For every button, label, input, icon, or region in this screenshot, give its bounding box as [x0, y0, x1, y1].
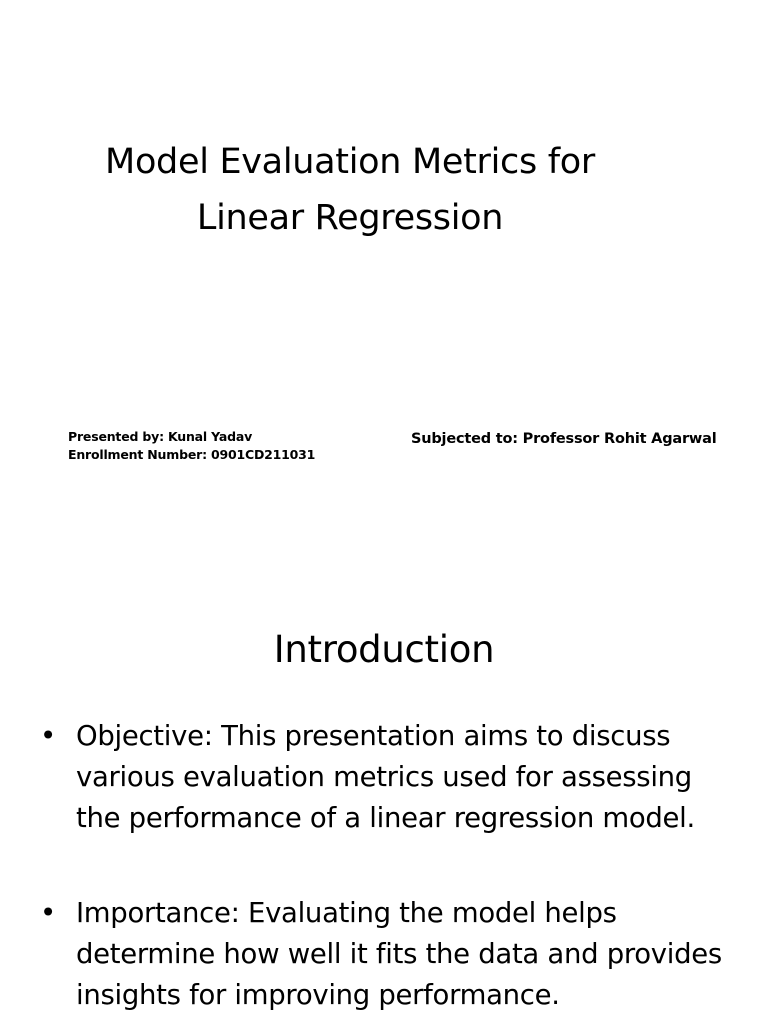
- introduction-heading: Introduction: [273, 628, 495, 671]
- title-line-2: Linear Regression: [196, 198, 504, 238]
- bullet-dot-icon: •: [40, 720, 56, 752]
- bullet-objective: [40, 716, 740, 839]
- presenter-info: [68, 428, 315, 464]
- bullet-text: Objective: This presentation aims to discuss various evaluation metrics used for assessing the performance of a linear regression model.: [76, 720, 695, 834]
- slide-title: [40, 134, 660, 246]
- bullet-importance: [40, 893, 740, 1016]
- bullet-dot-icon: •: [40, 897, 56, 929]
- bullet-text: Importance: Evaluating the model helps determine how well it fits the data and provides insights for improving performance.: [76, 897, 722, 1011]
- enrollment-number: Enrollment Number: 0901CD211031: [68, 447, 316, 462]
- title-line-1: Model Evaluation Metrics for: [105, 142, 595, 182]
- presenter-name: Presented by: Kunal Yadav: [68, 429, 253, 444]
- introduction-slide: [0, 576, 768, 1024]
- subjected-to: Subjected to: Professor Rohit Agarwal: [411, 431, 717, 447]
- bullet-list: [40, 716, 740, 1016]
